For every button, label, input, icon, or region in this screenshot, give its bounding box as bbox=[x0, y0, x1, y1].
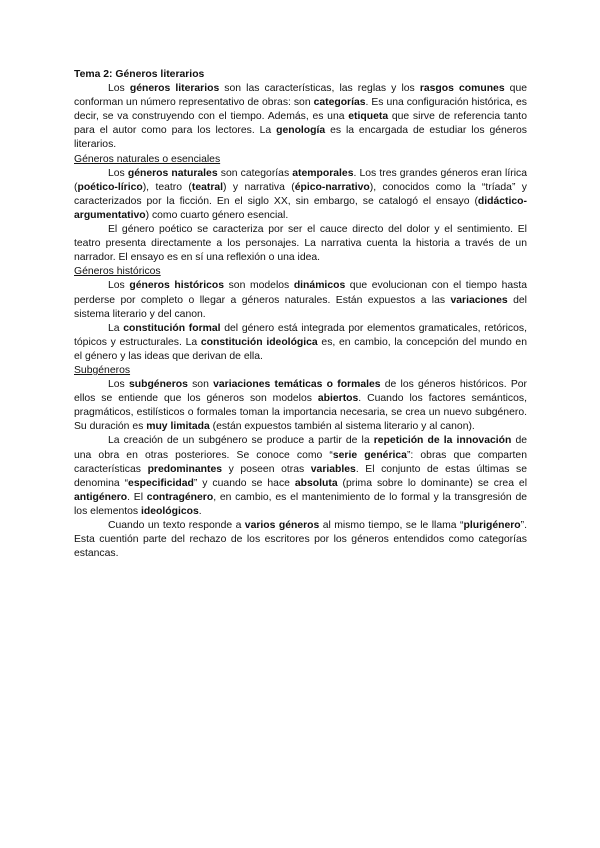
paragraph: La constitución formal del género está integrada por elementos gramaticales, retóricos, tópicos y estructurales. La constitución ideológica es, en cambio, la concepción del mundo en el género y las ideas que derivan de ella. bbox=[74, 322, 527, 362]
bold-term: especificidad bbox=[128, 477, 194, 489]
bold-term: épico-narrativo bbox=[294, 181, 370, 193]
bold-term: teatral bbox=[191, 181, 224, 193]
paragraph: Los géneros naturales son categorías atemporales. Los tres grandes géneros eran lírica (poético-lírico), teatro (teatral) y narrativa (épico-narrativo), conocidos como la “tríada” y caracterizados por la ficción. En el siglo XX, sin embargo, se catalogó el ensayo (didáctico-argumentativo) como cuarto género esencial. bbox=[74, 167, 527, 221]
bold-term: absoluta bbox=[294, 477, 338, 489]
document-title: Tema 2: Géneros literarios bbox=[74, 69, 205, 80]
bold-term: rasgos comunes bbox=[419, 83, 505, 95]
paragraph: Los géneros históricos son modelos dinámicos que evolucionan con el tiempo hasta perderse por completo o llegar a géneros naturales. Están expuestos a las variaciones del sistema literario y del canon. bbox=[74, 280, 527, 320]
bold-term: géneros históricos bbox=[129, 280, 225, 292]
bold-term: antigénero bbox=[74, 491, 128, 503]
bold-term: géneros literarios bbox=[129, 83, 220, 95]
paragraph: El género poético se caracteriza por ser el cauce directo del dolor y el sentimiento. El teatro presenta directamente a los personajes. La narrativa cuenta la historia a través de un narrador. El ensayo es en sí una reflexión o una idea. bbox=[74, 224, 527, 264]
section-heading: Subgéneros bbox=[74, 364, 131, 376]
bold-term: variaciones temáticas o formales bbox=[213, 379, 381, 391]
bold-term: genología bbox=[276, 125, 326, 137]
bold-term: constitución formal bbox=[123, 322, 221, 334]
bold-term: géneros naturales bbox=[127, 167, 218, 179]
bold-term: variaciones bbox=[450, 294, 508, 306]
paragraph: Los géneros literarios son las características, las reglas y los rasgos comunes que conforman un número representativo de obras: son categorías. Es una configuración histórica, es decir, se va construyendo con el tiempo. Además, es una etiqueta que sirve de referencia tanto para el autor como para los lectores. La genología es la encargada de estudiar los géneros literarios. bbox=[74, 83, 528, 151]
bold-term: atemporales bbox=[292, 167, 354, 179]
paragraph: Los subgéneros son variaciones temáticas o formales de los géneros históricos. Por ellos se entiende que los géneros son modelos abiertos. Cuando los factores semánticos, pragmáticos, estilísticos o formales toman la importancia necesaria, se crea un nuevo subgénero. Su duración es muy limitada (están expuestos también al sistema literario y al canon). bbox=[74, 379, 527, 433]
bold-term: ideológicos bbox=[141, 505, 199, 517]
bold-term: constitución ideológica bbox=[200, 336, 318, 348]
document-body bbox=[74, 82, 527, 561]
bold-term: categorías bbox=[313, 97, 366, 109]
bold-term: repetición de la innovación bbox=[373, 435, 512, 447]
bold-term: didáctico-argumentativo bbox=[74, 195, 527, 221]
paragraph: Cuando un texto responde a varios géneros al mismo tiempo, se le llama “plurigénero”. Esta cuentión parte del rechazo de los escritores por los géneros entendidos como categorías estancas. bbox=[74, 520, 527, 560]
bold-term: contragénero bbox=[146, 491, 214, 503]
bold-term: dinámicos bbox=[293, 280, 346, 292]
bold-term: abiertos bbox=[317, 393, 359, 405]
bold-term: etiqueta bbox=[348, 111, 389, 123]
section-heading: Géneros naturales o esenciales bbox=[74, 153, 221, 165]
section-heading: Géneros históricos bbox=[74, 266, 161, 278]
bold-term: muy limitada bbox=[146, 421, 210, 433]
document-page bbox=[74, 68, 527, 561]
bold-term: subgéneros bbox=[128, 379, 188, 391]
bold-term: predominantes bbox=[147, 463, 223, 475]
bold-term: variables bbox=[310, 463, 356, 475]
bold-term: poético-lírico bbox=[77, 181, 143, 193]
paragraph: La creación de un subgénero se produce a partir de la repetición de la innovación de una obra en otras posteriores. Se conoce como “serie genérica”: obras que comparten características predominantes y poseen otras variables. El conjunto de estas últimas se denomina “especificidad” y cuando se hace absoluta (prima sobre lo dominante) se crea el antigénero. El contragénero, en cambio, es el mantenimiento de lo formal y la transgresión de los elementos ideológicos. bbox=[74, 435, 528, 517]
bold-term: varios géneros bbox=[244, 520, 320, 531]
bold-term: serie genérica bbox=[332, 449, 407, 461]
bold-term: plurigénero bbox=[463, 520, 521, 531]
